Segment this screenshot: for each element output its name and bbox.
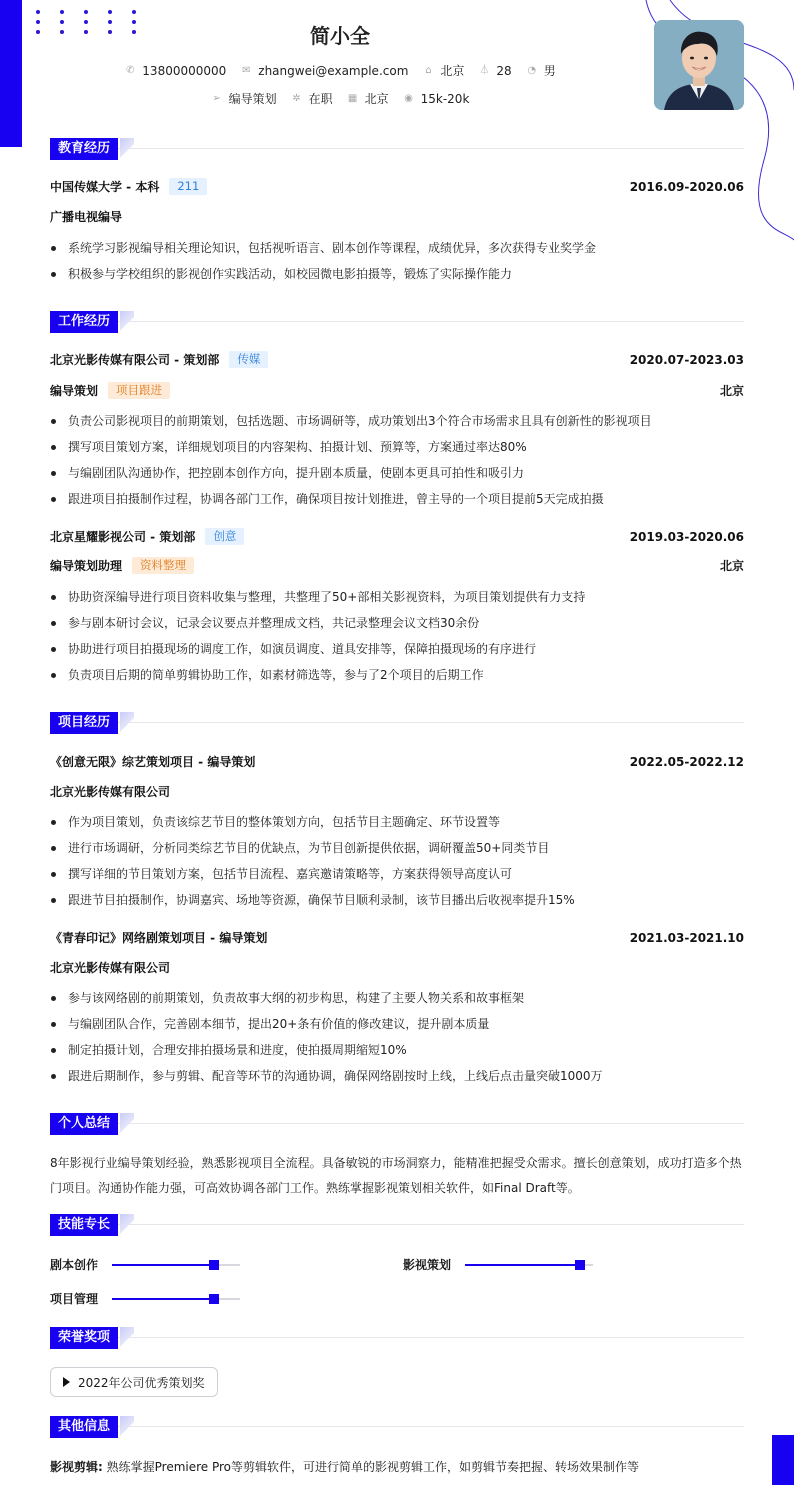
- intent-city: ▦ 北京: [347, 92, 389, 106]
- skill-item: 项目管理: [50, 1290, 240, 1307]
- skill-item: 影视策划: [403, 1256, 593, 1273]
- contact-age: ⏃ 28: [479, 63, 512, 78]
- section-work: [50, 311, 744, 335]
- list-item: 与编剧团队沟通协作，把控剧本创作方向，提升剧本质量，使剧本更具可拍性和吸引力: [50, 465, 744, 481]
- list-item: 参与该网络剧的前期策划，负责故事大纲的初步构思，构建了主要人物关系和故事框架: [50, 990, 744, 1006]
- project-header: 《创意无限》综艺策划项目 - 编导策划 2022.05-2022.12: [50, 754, 744, 769]
- project-org: 北京光影传媒有限公司: [50, 785, 171, 799]
- section-projects: [50, 712, 744, 736]
- summary-line-2: 门项目。沟通协作能力强，可高效协调各部门工作。熟练掌握影视策划相关软件，如Final Draft等。: [50, 1181, 580, 1195]
- intent-position: ➢ 编导策划: [212, 92, 277, 106]
- project-org: 北京光影传媒有限公司: [50, 961, 171, 975]
- list-item: 制定拍摄计划，合理安排拍摄场景和进度，使拍摄周期缩短10%: [50, 1042, 744, 1058]
- section-honors: [50, 1327, 744, 1351]
- education-major: 广播电视编导: [50, 210, 123, 224]
- skill-level-bar: [112, 1264, 240, 1266]
- section-summary: [50, 1113, 744, 1137]
- skill-level-bar: [465, 1264, 593, 1266]
- section-title: 个人总结: [50, 1113, 118, 1135]
- list-item: 跟进后期制作，参与剪辑、配音等环节的沟通协调，确保网络剧按时上线，上线后点击量突破1000万: [50, 1068, 744, 1084]
- work-city: 北京: [719, 384, 744, 398]
- tag-badge: 项目跟进: [108, 382, 170, 399]
- period: 2020.07-2023.03: [629, 352, 744, 367]
- list-item: 撰写详细的节目策划方案，包括节目流程、嘉宾邀请策略等，方案获得领导高度认可: [50, 866, 744, 882]
- tag-badge: 211: [169, 178, 207, 195]
- tag-badge: 传媒: [229, 351, 268, 368]
- contact-row: [0, 62, 680, 79]
- list-item: 系统学习影视编导相关理论知识，包括视听语言、剧本创作等课程，成绩优异，多次获得专业奖学金: [50, 240, 744, 256]
- skill-level-bar: [112, 1298, 240, 1300]
- work-city: 北京: [719, 559, 744, 573]
- work-header: 北京星耀影视公司 - 策划部 创意 2019.03-2020.06: [50, 529, 744, 544]
- section-title: 技能专长: [50, 1214, 118, 1236]
- list-item: 参与剧本研讨会议，记录会议要点并整理成文档，共记录整理会议文档30余份: [50, 615, 744, 631]
- building-icon: ▦: [347, 92, 358, 104]
- section-skills: [50, 1214, 744, 1238]
- work-role: 编导策划助理 资料整理 北京: [50, 558, 744, 573]
- period: 2021.03-2021.10: [629, 930, 744, 945]
- section-title: 其他信息: [50, 1416, 118, 1438]
- contact-email: ✉ zhangwei@example.com: [242, 63, 409, 78]
- section-title: 教育经历: [50, 138, 118, 160]
- home-icon: ⌂: [425, 64, 432, 76]
- contact-gender: ◔ 男: [527, 64, 556, 78]
- age-icon: ⏃: [479, 64, 490, 76]
- phone-icon: ✆: [126, 64, 135, 76]
- list-item: 撰写项目策划方案，详细规划项目的内容架构、拍摄计划、预算等，方案通过率达80%: [50, 439, 744, 455]
- list-item: 跟进节目拍摄制作，协调嘉宾、场地等资源，确保节目顺利录制，该节目播出后收视率提升15%: [50, 892, 744, 908]
- tag-badge: 创意: [205, 528, 244, 545]
- list-item: 与编剧团队合作，完善剧本细节，提出20+条有价值的修改建议，提升剧本质量: [50, 1016, 744, 1032]
- list-item: 协助进行项目拍摄现场的调度工作，如演员调度、道具安排等，保障拍摄现场的有序进行: [50, 641, 744, 657]
- salary-icon: ◉: [404, 92, 413, 104]
- intent-salary: ◉ 15k-20k: [404, 91, 470, 106]
- list-item: 负责项目后期的简单剪辑协助工作，如素材筛选等，参与了2个项目的后期工作: [50, 667, 744, 683]
- job-intent-row: [0, 90, 680, 107]
- section-title: 项目经历: [50, 712, 118, 734]
- mail-icon: ✉: [242, 64, 251, 76]
- section-title: 工作经历: [50, 311, 118, 333]
- section-other: [50, 1416, 744, 1440]
- list-item: 作为项目策划，负责该综艺节目的整体策划方向，包括节目主题确定、环节设置等: [50, 814, 744, 830]
- list-item: 进行市场调研，分析同类综艺节目的优缺点，为节目创新提供依据，调研覆盖50+同类节目: [50, 840, 744, 856]
- list-item: 积极参与学校组织的影视创作实践活动，如校园微电影拍摄等，锻炼了实际操作能力: [50, 266, 744, 282]
- other-info: [50, 1458, 639, 1475]
- tag-badge: 资料整理: [132, 557, 194, 574]
- other-label: 影视剪辑:: [50, 1460, 103, 1474]
- status-icon: ✲: [292, 92, 301, 104]
- contact-phone: ✆ 13800000000: [126, 63, 227, 78]
- period: 2019.03-2020.06: [629, 529, 744, 544]
- list-item: 跟进项目拍摄制作过程，协调各部门工作，确保项目按计划推进，曾主导的一个项目提前5天完成拍摄: [50, 491, 744, 507]
- avatar: [654, 20, 744, 110]
- list-item: 协助资深编导进行项目资料收集与整理，共整理了50+部相关影视资料，为项目策划提供有力支持: [50, 589, 744, 605]
- play-triangle-icon: [63, 1377, 70, 1387]
- section-title: 荣誉奖项: [50, 1327, 118, 1349]
- period: 2016.09-2020.06: [629, 179, 744, 194]
- list-item: 负责公司影视项目的前期策划，包括选题、市场调研等，成功策划出3个符合市场需求且具有创新性的影视项目: [50, 413, 744, 429]
- send-icon: ➢: [212, 92, 221, 104]
- skill-item: 剧本创作: [50, 1256, 240, 1273]
- section-education: [50, 138, 744, 162]
- period: 2022.05-2022.12: [629, 754, 744, 769]
- other-text: 熟练掌握Premiere Pro等剪辑软件，可进行简单的影视剪辑工作，如剪辑节奏把握、转场效果制作等: [102, 1460, 640, 1474]
- summary-line-1: 8年影视行业编导策划经验，熟悉影视项目全流程。具备敏锐的市场洞察力，能精准把握受众需求。擅长创意策划，成功打造多个热: [50, 1156, 742, 1170]
- education-header: 中国传媒大学 - 本科 211 2016.09-2020.06: [50, 179, 744, 194]
- work-header: 北京光影传媒有限公司 - 策划部 传媒 2020.07-2023.03: [50, 352, 744, 367]
- honor-item[interactable]: 2022年公司优秀策划奖: [50, 1367, 218, 1397]
- bottom-corner-block: [772, 1435, 794, 1485]
- work-role: 编导策划 项目跟进 北京: [50, 383, 744, 398]
- candidate-name: 简小全: [310, 24, 370, 48]
- project-header: 《青春印记》网络剧策划项目 - 编导策划 2021.03-2021.10: [50, 930, 744, 945]
- contact-city: ⌂ 北京: [422, 62, 464, 79]
- intent-status: ✲ 在职: [292, 92, 333, 106]
- avatar-portrait: [654, 20, 744, 110]
- gender-icon: ◔: [527, 64, 537, 76]
